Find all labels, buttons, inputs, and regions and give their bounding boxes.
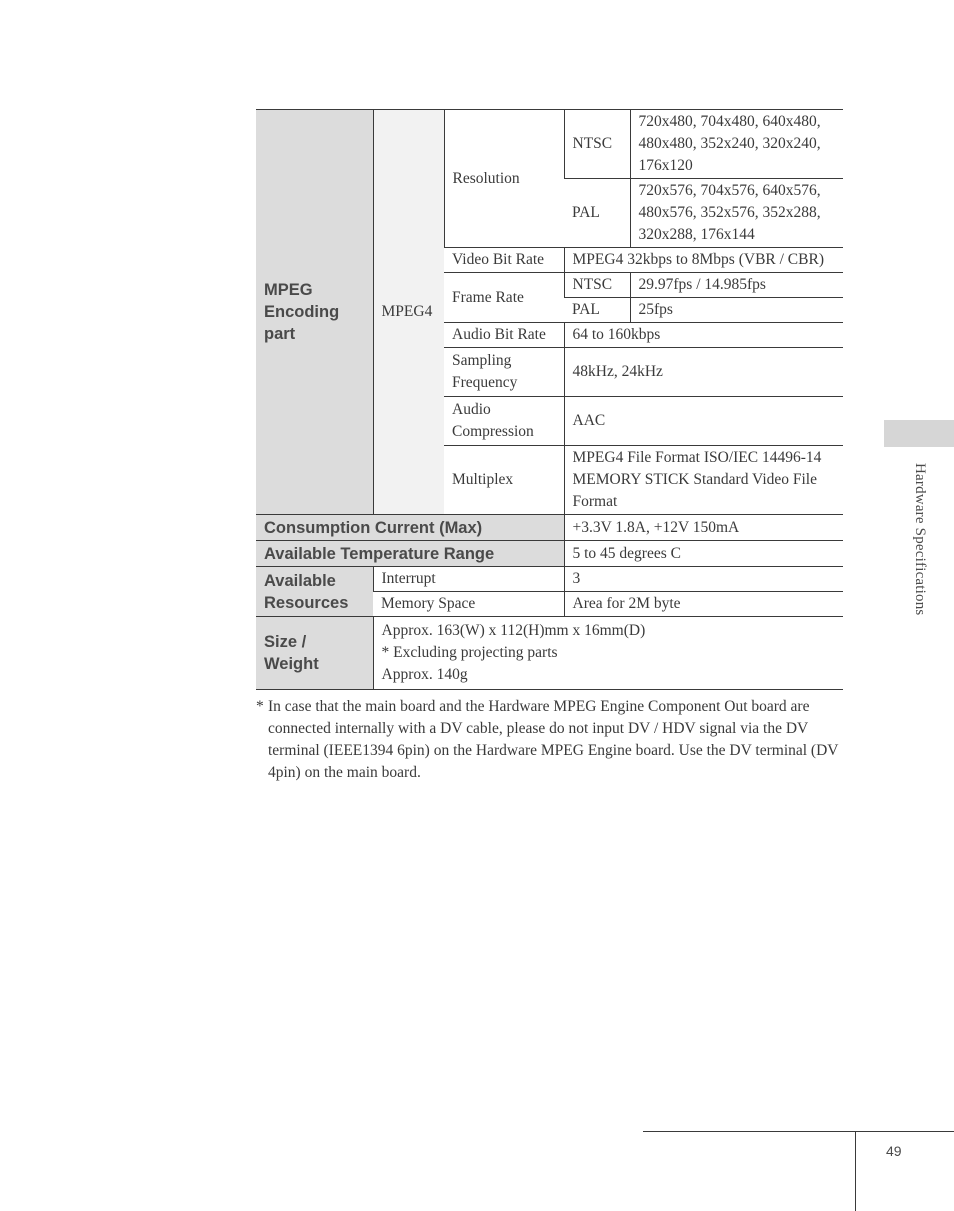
size-weight-header: Size / Weight [256,617,373,690]
section-side-label: Hardware Specifications [912,463,928,616]
footer-divider [855,1131,856,1211]
hardware-spec-table [256,109,843,690]
available-resources-header: Available Resources [256,567,373,617]
frame-rate-pal-value: 25fps [630,298,843,323]
page-number: 49 [886,1143,902,1159]
size-weight-mass: Approx. 140g [381,666,468,683]
temperature-range-value: 5 to 45 degrees C [564,541,843,567]
mpeg-encoding-header: MPEG Encoding part [256,110,373,515]
resolution-ntsc-label: NTSC [564,110,630,179]
consumption-current-value: +3.3V 1.8A, +12V 150mA [564,515,843,541]
sampling-frequency-value: 48kHz, 24kHz [564,348,843,397]
audio-compression-value: AAC [564,397,843,446]
resolution-label: Resolution [444,110,564,248]
note-text: In case that the main board and the Hardware MPEG Engine Component Out board are connected internally with a DV cable, please do not input DV / HDV signal via the DV terminal (IEEE1394 6pin) on the Hardware MPEG Engine board. Use the DV terminal (DV 4pin) on the main board. [268,698,839,781]
video-bit-rate-value: MPEG4 32kbps to 8Mbps (VBR / CBR) [564,248,843,273]
footer-rule [643,1131,954,1132]
table-row [256,617,843,690]
sampling-frequency-label: Sampling Frequency [444,348,564,397]
audio-bit-rate-label: Audio Bit Rate [444,323,564,348]
size-weight-value [373,617,843,690]
table-row [256,541,843,567]
table-row [256,567,843,592]
dv-cable-note [256,696,846,784]
resolution-ntsc-value: 720x480, 704x480, 640x480, 480x480, 352x240, 320x240, 176x120 [630,110,843,179]
interrupt-label: Interrupt [373,567,564,592]
audio-bit-rate-value: 64 to 160kbps [564,323,843,348]
table-row [256,110,843,179]
size-weight-footnote: * Excluding projecting parts [381,644,558,661]
side-tab-marker [884,420,954,447]
frame-rate-ntsc-label: NTSC [564,273,630,298]
size-weight-dimensions: Approx. 163(W) x 112(H)mm x 16mm(D) [381,622,646,639]
frame-rate-pal-label: PAL [564,298,630,323]
temperature-range-header: Available Temperature Range [256,541,564,567]
audio-compression-label: Audio Compression [444,397,564,446]
consumption-current-header: Consumption Current (Max) [256,515,564,541]
frame-rate-label: Frame Rate [444,273,564,323]
video-bit-rate-label: Video Bit Rate [444,248,564,273]
memory-space-value: Area for 2M byte [564,592,843,617]
table-row [256,515,843,541]
multiplex-label: Multiplex [444,446,564,515]
interrupt-value: 3 [564,567,843,592]
mpeg-codec-cell: MPEG4 [373,110,444,515]
resolution-pal-value: 720x576, 704x576, 640x576, 480x576, 352x576, 352x288, 320x288, 176x144 [630,179,843,248]
frame-rate-ntsc-value: 29.97fps / 14.985fps [630,273,843,298]
resolution-pal-label: PAL [564,179,630,248]
note-asterisk: * [256,698,264,715]
multiplex-value: MPEG4 File Format ISO/IEC 14496-14 MEMORY STICK Standard Video File Format [564,446,843,515]
memory-space-label: Memory Space [373,592,564,617]
